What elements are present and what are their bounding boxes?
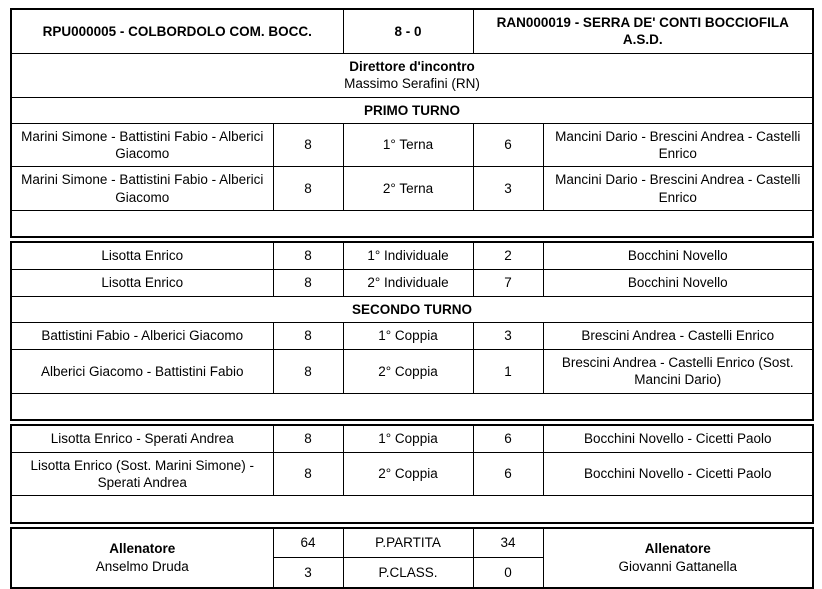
section-title-row-secondo: [11, 296, 813, 322]
away-points-partita: 34: [473, 528, 543, 558]
away-score: 2: [473, 242, 543, 269]
spacer-cell: [11, 496, 813, 523]
home-score: 8: [273, 452, 343, 496]
event-label: 2° Terna: [343, 167, 473, 211]
report-table-footer-section: [10, 527, 814, 589]
event-label: 2° Coppia: [343, 452, 473, 496]
home-players: Lisotta Enrico: [11, 269, 273, 296]
director-label: Direttore d'incontro: [349, 58, 475, 74]
section-title-row-primo: [11, 97, 813, 123]
spacer-row: [11, 210, 813, 237]
away-players: Bocchini Novello: [543, 242, 813, 269]
home-score: 8: [273, 269, 343, 296]
away-players: Bocchini Novello - Cicetti Paolo: [543, 452, 813, 496]
home-score: 8: [273, 242, 343, 269]
match-score: 8 - 0: [343, 9, 473, 53]
team-header-row: [11, 9, 813, 53]
away-players: Mancini Dario - Brescini Andrea - Castelli Enrico: [543, 123, 813, 167]
away-score: 6: [473, 425, 543, 452]
points-class-label: P.CLASS.: [343, 558, 473, 588]
home-players: Lisotta Enrico (Sost. Marini Simone) - Sperati Andrea: [11, 452, 273, 496]
home-team-name: RPU000005 - COLBORDOLO COM. BOCC.: [11, 9, 343, 53]
home-points-partita: 64: [273, 528, 343, 558]
home-players: Alberici Giacomo - Battistini Fabio: [11, 350, 273, 394]
match-row-terna-2: [11, 167, 813, 211]
match-row-individuale-2: [11, 269, 813, 296]
home-players: Marini Simone - Battistini Fabio - Alberici Giacomo: [11, 123, 273, 167]
spacer-row: [11, 393, 813, 420]
points-partita-label: P.PARTITA: [343, 528, 473, 558]
away-players: Bocchini Novello: [543, 269, 813, 296]
spacer-cell: [11, 210, 813, 237]
away-coach-label: Allenatore: [644, 541, 711, 557]
event-label: 2° Individuale: [343, 269, 473, 296]
match-row-coppia-3: [11, 425, 813, 452]
home-score: 8: [273, 425, 343, 452]
event-label: 1° Coppia: [343, 323, 473, 350]
section-title-secondo-turno: SECONDO TURNO: [11, 296, 813, 322]
away-players: Brescini Andrea - Castelli Enrico: [543, 323, 813, 350]
away-points-class: 0: [473, 558, 543, 588]
home-coach-cell: [11, 528, 273, 588]
home-players: Lisotta Enrico - Sperati Andrea: [11, 425, 273, 452]
away-score: 6: [473, 123, 543, 167]
spacer-cell: [11, 393, 813, 420]
spacer-row: [11, 496, 813, 523]
home-score: 8: [273, 167, 343, 211]
away-players: Mancini Dario - Brescini Andrea - Castelli Enrico: [543, 167, 813, 211]
event-label: 1° Coppia: [343, 425, 473, 452]
home-players: Lisotta Enrico: [11, 242, 273, 269]
event-label: 1° Terna: [343, 123, 473, 167]
footer-row-1: [11, 528, 813, 558]
match-row-coppia-1: [11, 323, 813, 350]
away-score: 6: [473, 452, 543, 496]
home-coach-label: Allenatore: [109, 541, 176, 557]
away-team-name: RAN000019 - SERRA DE' CONTI BOCCIOFILA A.S.D.: [473, 9, 813, 53]
away-score: 7: [473, 269, 543, 296]
home-points-class: 3: [273, 558, 343, 588]
event-label: 1° Individuale: [343, 242, 473, 269]
home-score: 8: [273, 123, 343, 167]
match-row-coppia-2: [11, 350, 813, 394]
away-score: 1: [473, 350, 543, 394]
event-label: 2° Coppia: [343, 350, 473, 394]
director-name: Massimo Serafini (RN): [344, 76, 480, 92]
away-coach-name: Giovanni Gattanella: [618, 558, 738, 574]
match-row-coppia-4: [11, 452, 813, 496]
report-table-middle-section: [10, 241, 814, 421]
report-table-coppia-section: [10, 424, 814, 524]
director-row: [11, 53, 813, 97]
home-coach-name: Anselmo Druda: [95, 558, 189, 574]
home-score: 8: [273, 350, 343, 394]
away-players: Bocchini Novello - Cicetti Paolo: [543, 425, 813, 452]
home-players: Battistini Fabio - Alberici Giacomo: [11, 323, 273, 350]
match-row-terna-1: [11, 123, 813, 167]
section-title-primo-turno: PRIMO TURNO: [11, 97, 813, 123]
report-table-header-section: [10, 8, 814, 238]
director-cell: [11, 53, 813, 97]
home-score: 8: [273, 323, 343, 350]
match-row-individuale-1: [11, 242, 813, 269]
home-players: Marini Simone - Battistini Fabio - Alberici Giacomo: [11, 167, 273, 211]
away-score: 3: [473, 323, 543, 350]
away-score: 3: [473, 167, 543, 211]
away-players: Brescini Andrea - Castelli Enrico (Sost. Mancini Dario): [543, 350, 813, 394]
away-coach-cell: [543, 528, 813, 588]
